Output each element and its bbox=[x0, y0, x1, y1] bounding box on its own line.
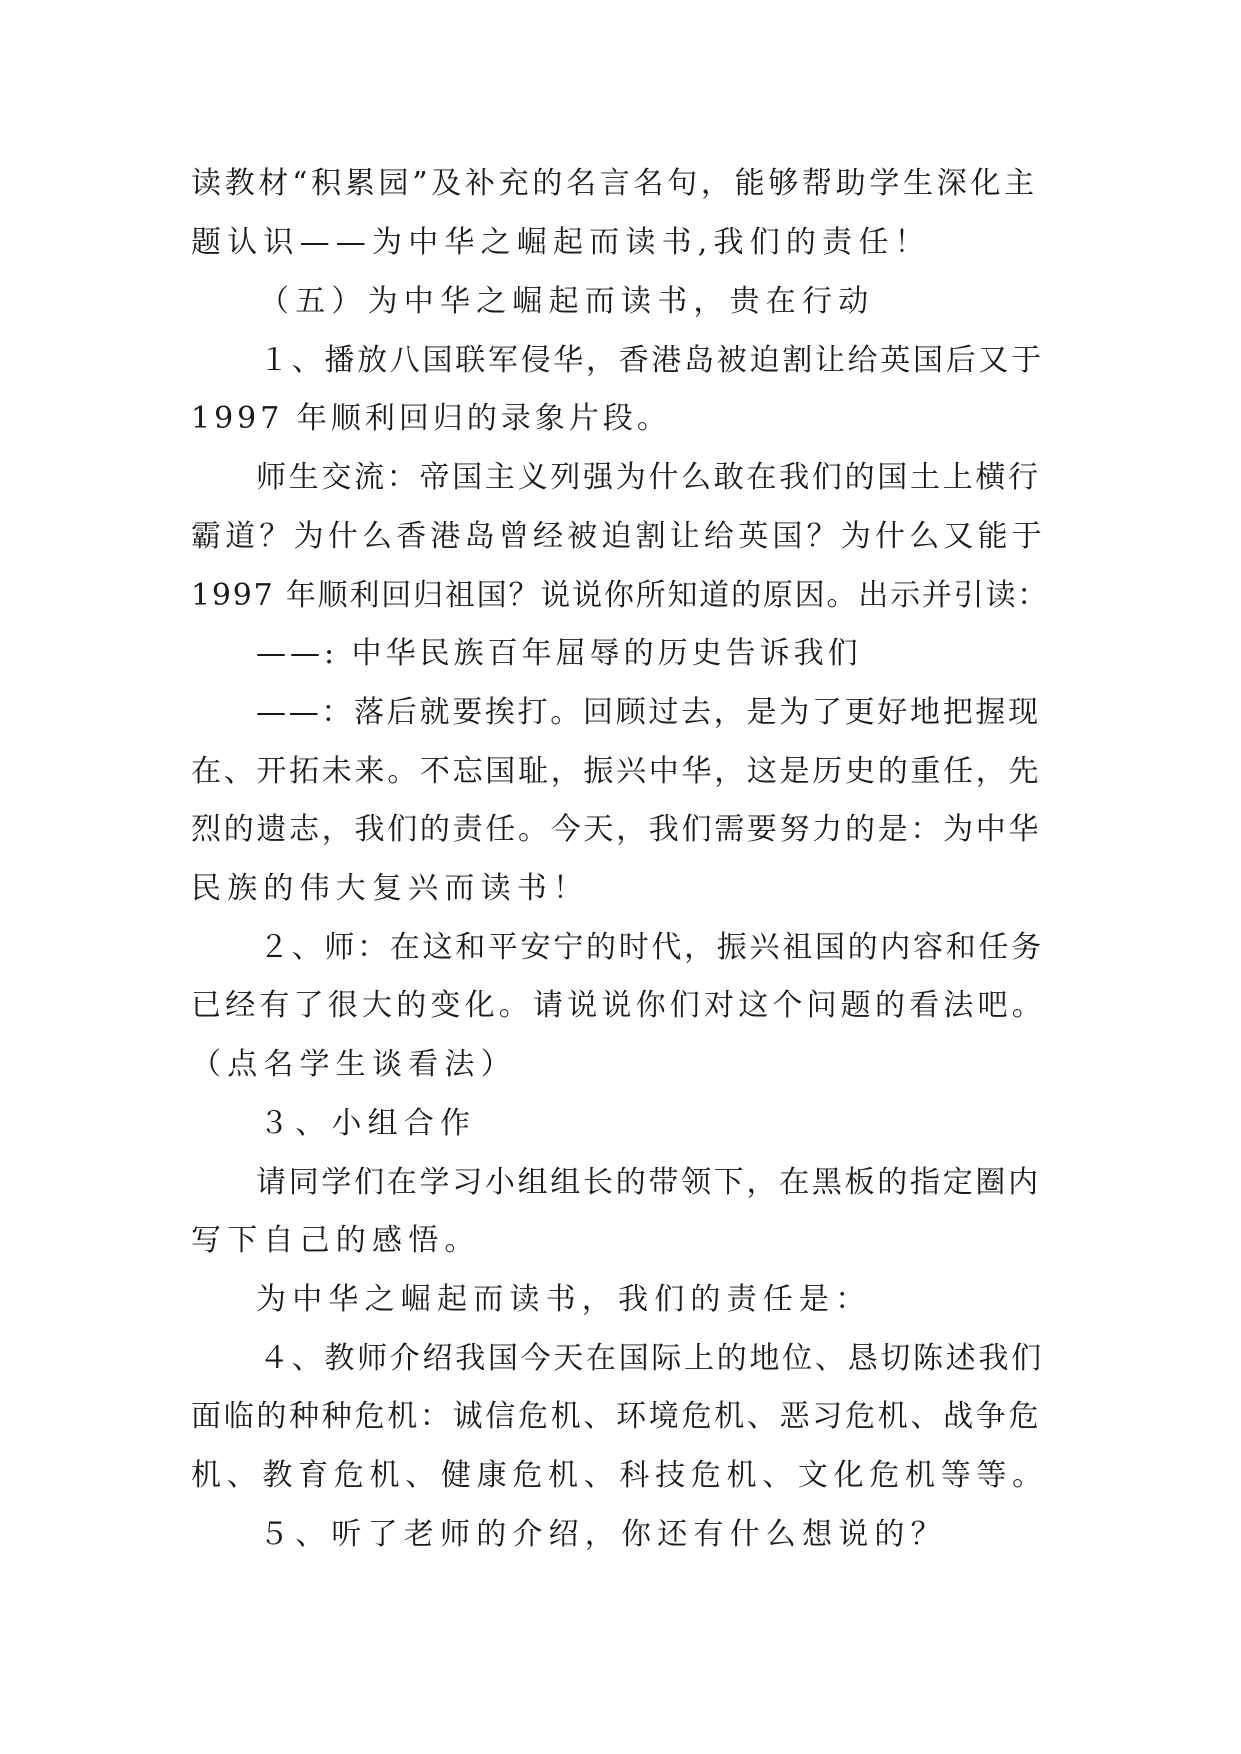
paragraph-line: 机、教育危机、健康危机、科技危机、文化危机等等。 bbox=[191, 1458, 1048, 1493]
paragraph-line: 在、开拓未来。不忘国耻，振兴中华，这是历史的重任，先 bbox=[191, 754, 1042, 789]
paragraph-line: 已经有了很大的变化。请说说你们对这个问题的看法吧。 bbox=[191, 988, 1046, 1023]
paragraph-line: １、播放八国联军侵华，香港岛被迫割让给英国后又于 bbox=[259, 343, 1044, 378]
paragraph-line: 读教材“积累园”及补充的名言名句，能够帮助学生深化主 bbox=[191, 166, 1038, 201]
paragraph-line: 为中华之崛起而读书，我们的责任是： bbox=[256, 1282, 872, 1317]
paragraph-line: 烈的遗志，我们的责任。今天，我们需要努力的是：为中华 bbox=[191, 812, 1042, 847]
paragraph-line: 民族的伟大复兴而读书！ bbox=[191, 871, 590, 906]
paragraph-line: 1997 年顺利回归的录象片段。 bbox=[191, 401, 671, 436]
paragraph-line: 面临的种种危机：诚信危机、环境危机、恶习危机、战争危 bbox=[191, 1399, 1042, 1434]
paragraph-line: 师生交流：帝国主义列强为什么敢在我们的国土上横行 bbox=[256, 460, 1041, 495]
paragraph-line: ——：落后就要挨打。回顾过去，是为了更好地把握现 bbox=[256, 695, 1041, 730]
paragraph-line: 1997 年顺利回归祖国？说说你所知道的原因。出示并引读： bbox=[191, 578, 1050, 613]
paragraph-line: 请同学们在学习小组组长的带领下，在黑板的指定圈内 bbox=[256, 1165, 1041, 1200]
paragraph-line: ３、小组合作 bbox=[259, 1106, 477, 1141]
paragraph-line: ４、教师介绍我国今天在国际上的地位、恳切陈述我们 bbox=[259, 1341, 1044, 1376]
paragraph-line: ２、师：在这和平安宁的时代，振兴祖国的内容和任务 bbox=[259, 930, 1044, 965]
paragraph-line: ５、听了老师的介绍，你还有什么想说的？ bbox=[259, 1517, 947, 1552]
paragraph-line: 写下自己的感悟。 bbox=[191, 1223, 481, 1258]
paragraph-line: （点名学生谈看法） bbox=[191, 1047, 517, 1082]
paragraph-line: 题认识——为中华之崛起而读书,我们的责任！ bbox=[191, 225, 931, 260]
section-heading: （五）为中华之崛起而读书，贵在行动 bbox=[259, 284, 875, 319]
paragraph-line: ——: 中华民族百年屈辱的历史告诉我们 bbox=[256, 636, 862, 671]
paragraph-line: 霸道？为什么香港岛曾经被迫割让给英国？为什么又能于 bbox=[191, 519, 1046, 554]
